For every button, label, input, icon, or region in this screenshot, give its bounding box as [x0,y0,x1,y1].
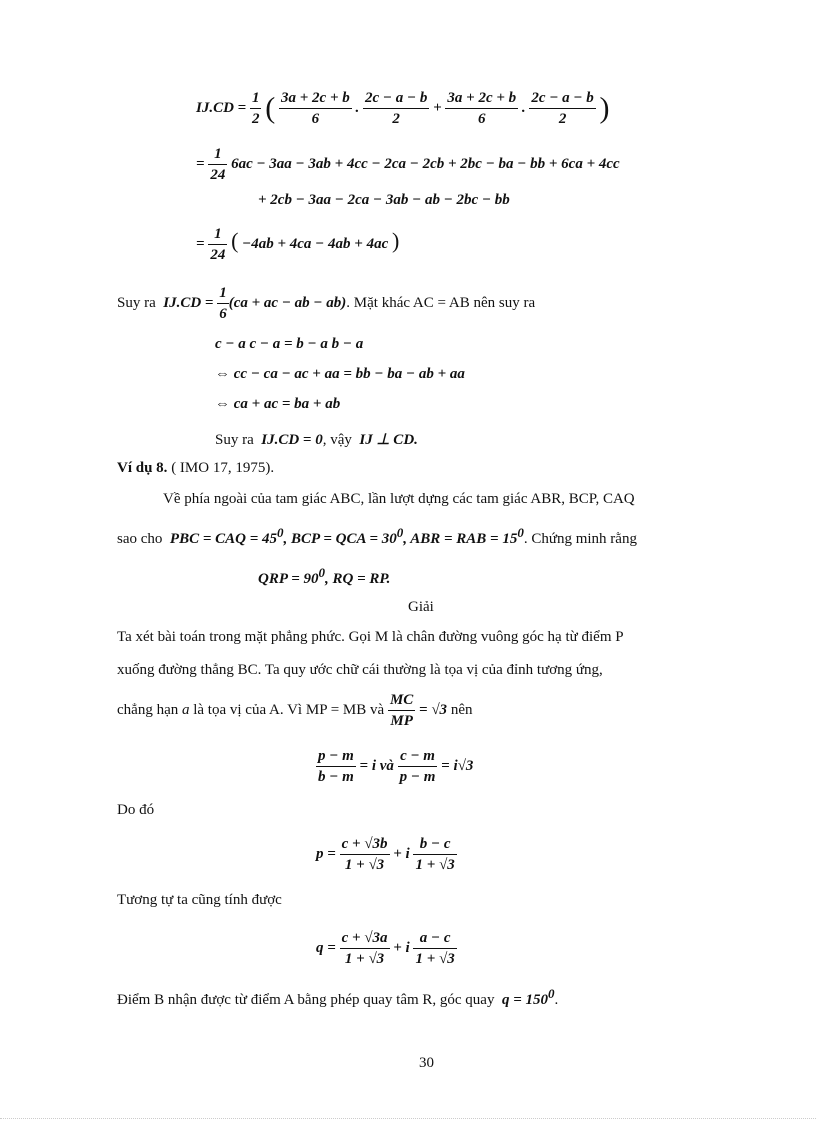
equation-5: c − a c − a = b − a b − a [215,336,364,352]
equation-8: QRP = $90^0$, RQ = RP. [258,565,391,587]
equation-6: ⇔ cc − ca − ac + aa = bb − ba − ab + aa [215,366,465,382]
paragraph-2-line-2: xuống đường thẳng BC. Ta quy ước chữ cái thường là tọa vị của đỉnh tương ứng, [117,662,603,678]
therefore-label: Do đó [117,802,155,818]
paragraph-1-line-1: Về phía ngoài của tam giác ABC, lần lượt dựng các tam giác ABR, BCP, CAQ [163,491,635,507]
equation-3: + 2cb − 3aa − 2ca − 3ab − ab − 2bc − bb [258,192,510,208]
page-bottom-rule [0,1118,816,1119]
paragraph-2-line-1: Ta xét bài toán trong mặt phẳng phức. Gọi M là chân đường vuông góc hạ từ điểm P [117,629,624,645]
paragraph-1-line-2: sao cho PBC = CAQ = $45^0$, BCP = QCA = $30^0$, ABR = RAB = $15^0$. Chứng minh rằng [117,525,637,547]
equation-7: ⇔ ca + ac = ba + ab [215,396,341,412]
conclusion-line-2: Suy ra IJ.CD = 0, vậy IJ ⊥ CD. [215,432,418,448]
solution-heading: Giải [408,599,434,615]
equation-9: $\frac{p - m}{b - m}$ = i và $\frac{c - m}{p - m}$ = i√3 [318,748,474,785]
similarly-label: Tương tự ta cũng tính được [117,892,282,908]
equation-10: p = $\frac{c + √3b}{1 + √3}$ + i $\frac{b - c}{1 + √3}$ [316,836,455,873]
equation-11: q = $\frac{c + √3a}{1 + √3}$ + i $\frac{a - c}{1 + √3}$ [316,930,455,967]
equation-4: = $\frac{1}{24}$ ( −4ab + 4ca − 4ab + 4ac ) [196,226,400,263]
example-heading: Ví dụ 8. ( IMO 17, 1975). [117,460,275,476]
equation-2: = $\frac{1}{24}$ 6ac − 3aa − 3ab + 4cc − 2ca − 2cb + 2bc − ba − bb + 6ca + 4cc [196,146,620,183]
last-line: Điểm B nhận được từ điểm A bằng phép quay tâm R, góc quay $q = 150^0$. [117,986,559,1008]
page-number: 30 [419,1055,434,1071]
equation-1: IJ.CD = $\frac{1}{2}$ ( $\frac{3a + 2c + b}{6}$ . $\frac{2c - a - b}{2}$ + $\frac{3a + 2c + b}{6}$ . $\frac{2c - a - b}{2}$ ) [196,90,610,127]
conclusion-line-1: Suy ra IJ.CD = $\frac{1}{6}$ (ca + ac − ab − ab). Mặt khác AC = AB nên suy ra [117,285,536,322]
paragraph-2-line-3: chẳng hạn a là tọa vị của A. Vì MP = MB và $\frac{MC}{MP}$ = √3 nên [117,692,473,729]
